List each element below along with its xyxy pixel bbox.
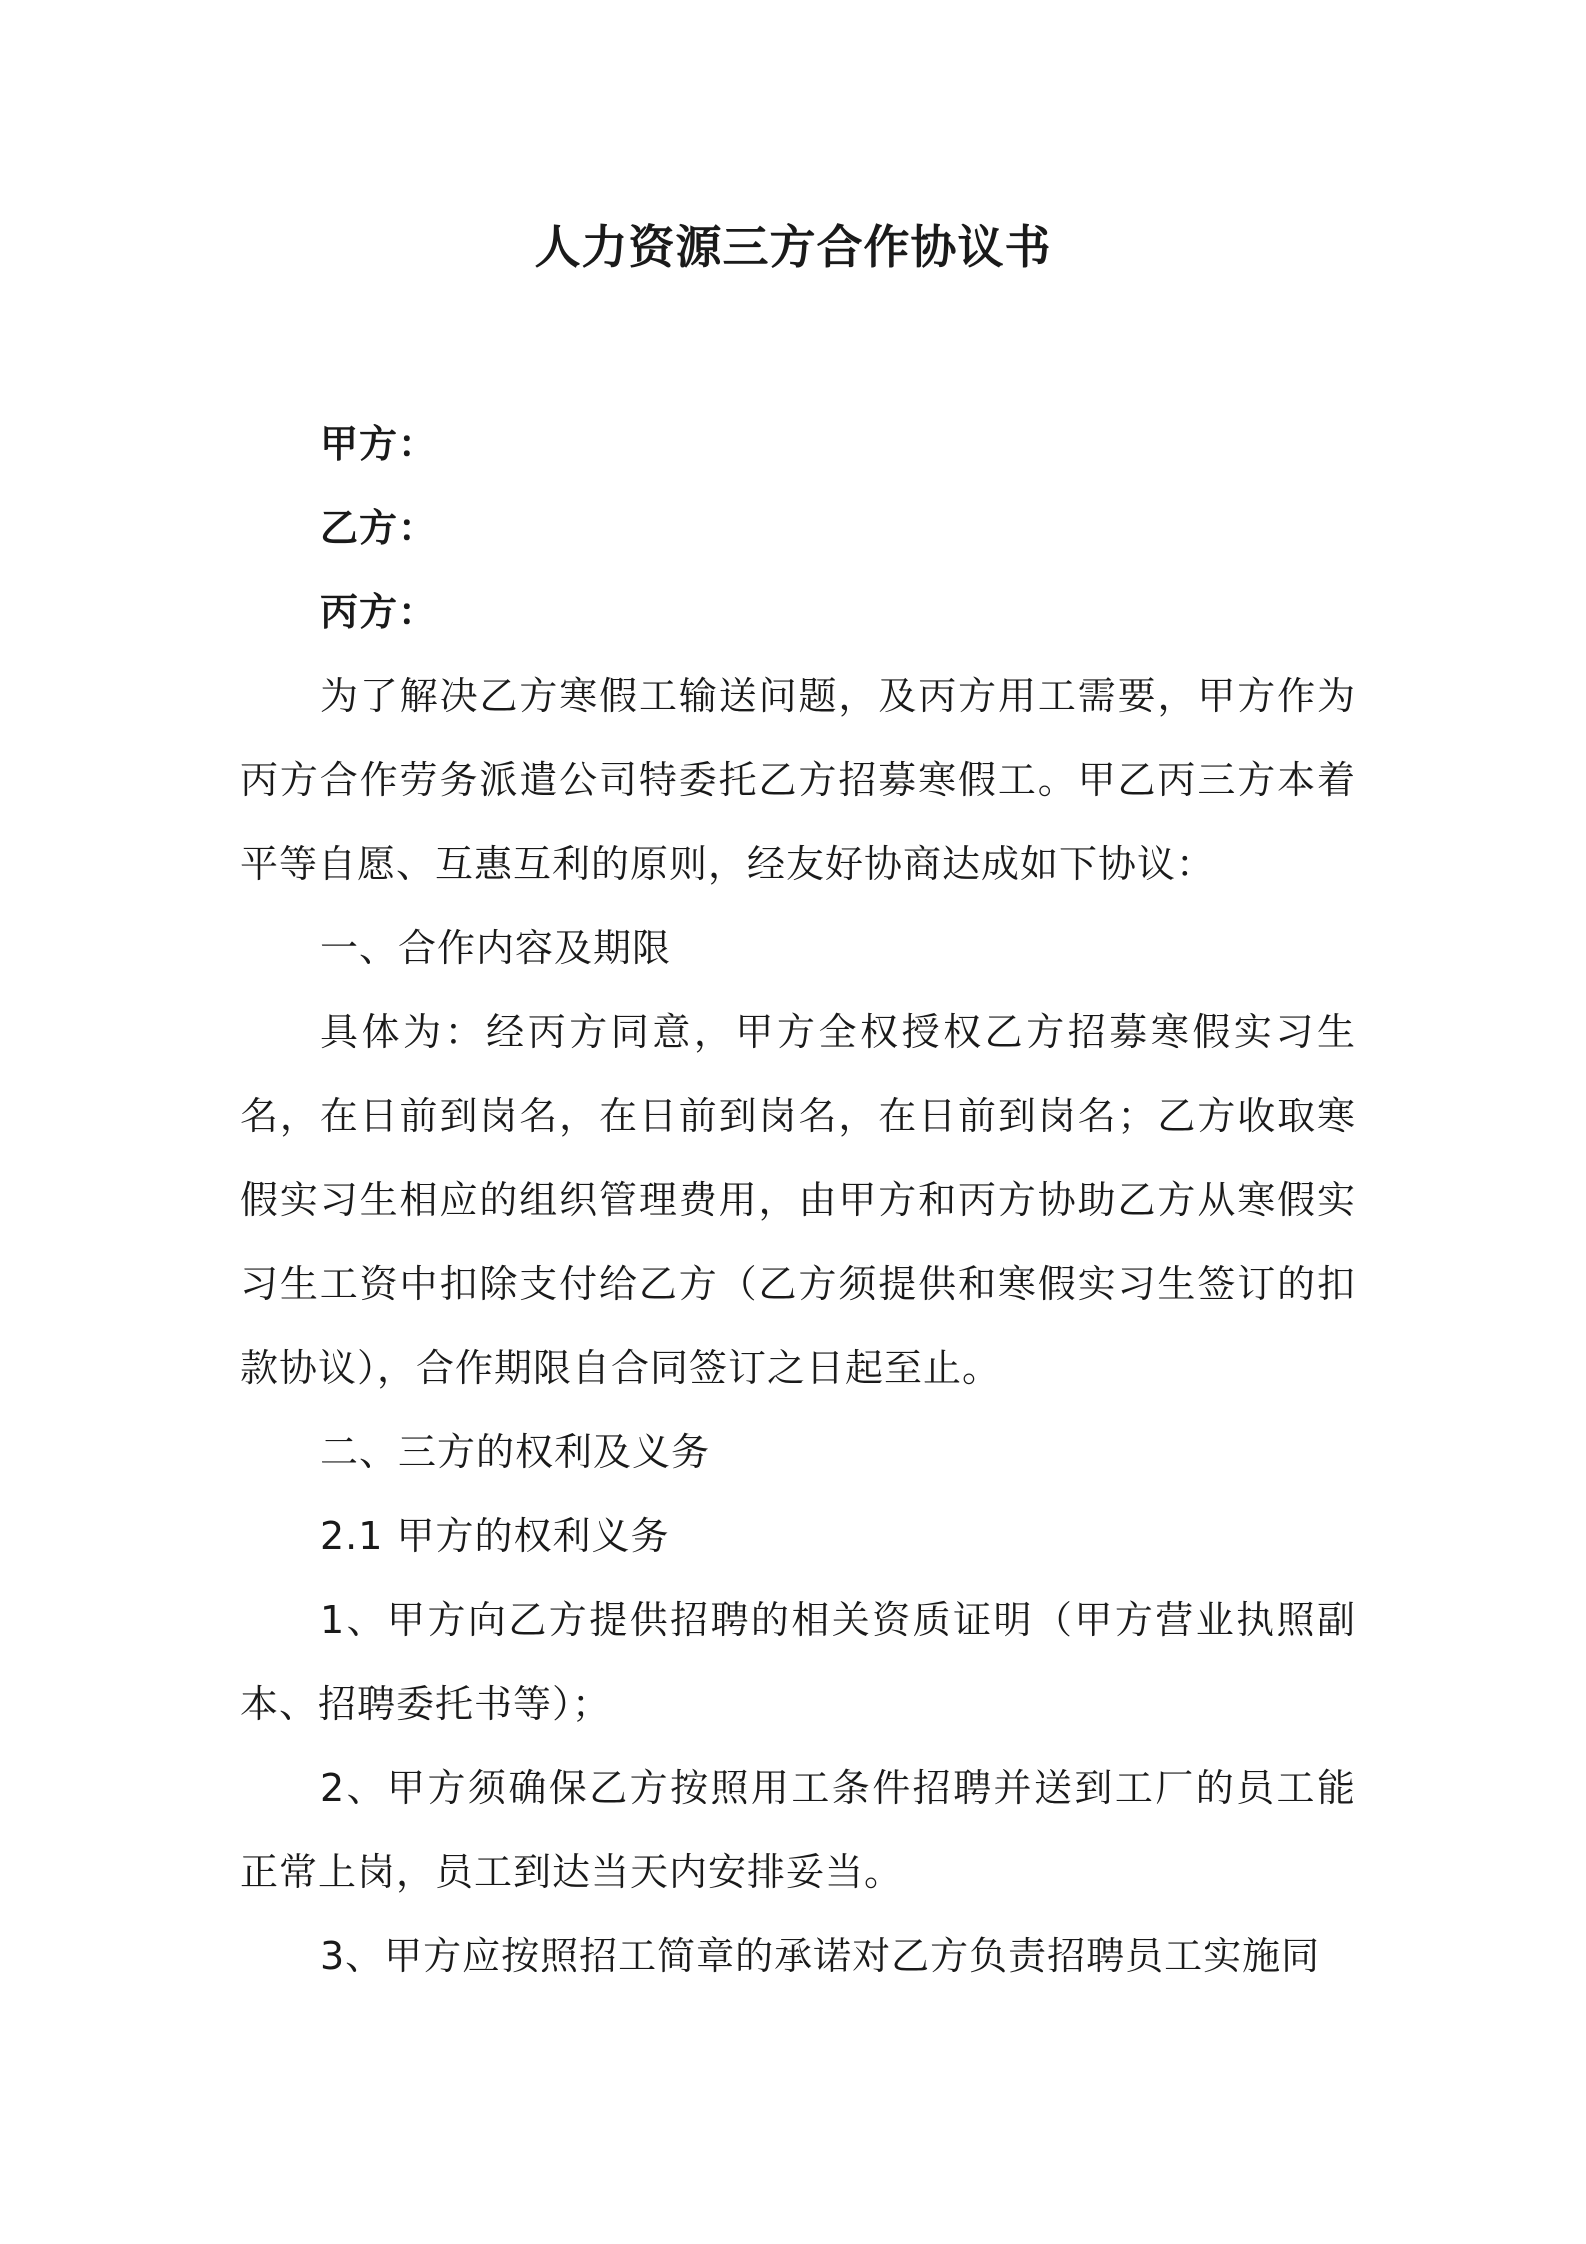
clause-2: 2、甲方须确保乙方按照用工条件招聘并送到工厂的员工能正常上岗，员工到达当天内安排妥当。 bbox=[240, 1766, 1356, 1894]
section-heading-1: 一、合作内容及期限 bbox=[320, 926, 672, 970]
party-c-label: 丙方： bbox=[320, 590, 438, 634]
section-1-paragraph: 具体为：经丙方同意，甲方全权授权乙方招募寒假实习生名，在日前到岗名，在日前到岗名，在日前到岗名；乙方收取寒假实习生相应的组织管理费用，由甲方和丙方协助乙方从寒假实习生工资中扣除支付给乙方（乙方须提供和寒假实习生签订的扣款协议），合作期限自合同签订之日起至止。 bbox=[240, 1010, 1356, 1390]
clause-3: 3、甲方应按照招工简章的承诺对乙方负责招聘员工实施同 bbox=[320, 1934, 1321, 1978]
party-a-label: 甲方： bbox=[320, 422, 438, 466]
subsection-heading-2-1: 2.1 甲方的权利义务 bbox=[320, 1514, 670, 1558]
intro-paragraph: 为了解决乙方寒假工输送问题，及丙方用工需要，甲方作为丙方合作劳务派遣公司特委托乙方招募寒假工。甲乙丙三方本着平等自愿、互惠互利的原则，经友好协商达成如下协议： bbox=[240, 674, 1356, 886]
clause-1: 1、甲方向乙方提供招聘的相关资质证明（甲方营业执照副本、招聘委托书等）； bbox=[240, 1598, 1356, 1726]
document-title: 人力资源三方合作协议书 bbox=[534, 220, 1052, 274]
party-b-label: 乙方： bbox=[320, 506, 438, 550]
document-body bbox=[240, 402, 1356, 1998]
section-heading-2: 二、三方的权利及义务 bbox=[320, 1430, 711, 1474]
